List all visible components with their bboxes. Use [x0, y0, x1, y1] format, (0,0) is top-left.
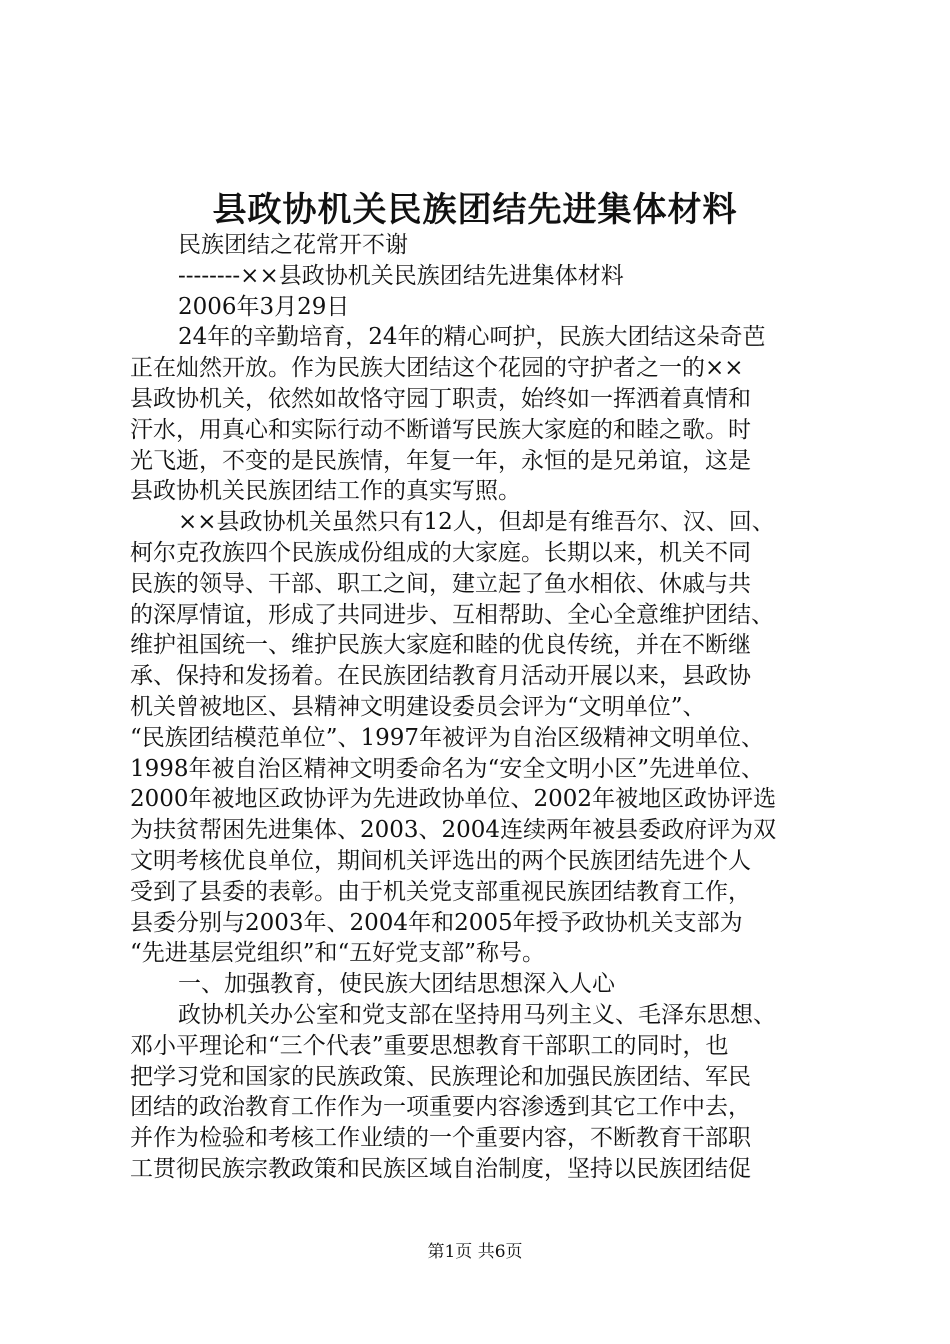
page-footer: 第1页 共6页 — [427, 1242, 523, 1262]
document-title: 县政协机关民族团结先进集体材料 — [212, 190, 738, 230]
text-line: 县委分别与2003年、2004年和2005年授予政协机关支部为 — [130, 909, 743, 936]
text-line: 光飞逝，不变的是民族情，年复一年，永恒的是兄弟谊，这是 — [130, 447, 751, 474]
text-line: ××县政协机关虽然只有12人，但却是有维吾尔、汉、回、 — [178, 509, 775, 536]
text-line: 柯尔克孜族四个民族成份组成的大家庭。长期以来，机关不同 — [130, 539, 751, 566]
text-line: 受到了县委的表彰。由于机关党支部重视民族团结教育工作， — [130, 878, 751, 905]
text-line: 2006年3月29日 — [178, 293, 350, 320]
text-line: “民族团结模范单位”、1997年被评为自治区级精神文明单位、 — [130, 724, 765, 751]
text-line: 维护祖国统一、维护民族大家庭和睦的优良传统，并在不断继 — [130, 632, 751, 659]
text-line: 机关曾被地区、县精神文明建设委员会评为“文明单位”、 — [130, 693, 706, 720]
document-body — [130, 230, 830, 1185]
text-line: 承、保持和发扬着。在民族团结教育月活动开展以来，县政协 — [130, 663, 751, 690]
text-line: 邓小平理论和“三个代表”重要思想教育干部职工的同时，也 — [130, 1032, 729, 1059]
text-line: 并作为检验和考核工作业绩的一个重要内容，不断教育干部职 — [130, 1125, 751, 1152]
text-line: 民族团结之花常开不谢 — [178, 232, 408, 258]
text-line: 县政协机关民族团结工作的真实写照。 — [130, 478, 521, 505]
text-line: 正在灿然开放。作为民族大团结这个花园的守护者之一的×× — [130, 355, 744, 382]
text-line: 24年的辛勤培育，24年的精心呵护，民族大团结这朵奇芭 — [178, 324, 766, 351]
text-line: 团结的政治教育工作作为一项重要内容渗透到其它工作中去， — [130, 1094, 751, 1121]
text-line: 汗水，用真心和实际行动不断谱写民族大家庭的和睦之歌。时 — [130, 416, 751, 443]
text-line: 1998年被自治区精神文明委命名为“安全文明小区”先进单位、 — [130, 755, 765, 782]
text-line: 政协机关办公室和党支部在坚持用马列主义、毛泽东思想、 — [178, 1001, 776, 1028]
text-line: 的深厚情谊，形成了共同进步、互相帮助、全心全意维护团结、 — [130, 601, 774, 628]
text-line: 县政协机关，依然如故恪守园丁职责，始终如一挥洒着真情和 — [130, 385, 751, 412]
text-line: “先进基层党组织”和“五好党支部”称号。 — [130, 940, 546, 967]
text-line: 2000年被地区政协评为先进政协单位、2002年被地区政协评选 — [130, 786, 777, 813]
text-line: --------××县政协机关民族团结先进集体材料 — [178, 262, 624, 289]
text-line: 一、加强教育，使民族大团结思想深入人心 — [178, 971, 615, 998]
text-line: 为扶贫帮困先进集体、2003、2004连续两年被县委政府评为双 — [130, 817, 777, 844]
text-line: 民族的领导、干部、职工之间，建立起了鱼水相依、休戚与共 — [130, 570, 751, 597]
text-line: 工贯彻民族宗教政策和民族区域自治制度，坚持以民族团结促 — [130, 1155, 751, 1182]
text-line: 文明考核优良单位，期间机关评选出的两个民族团结先进个人 — [130, 847, 751, 874]
text-line: 把学习党和国家的民族政策、民族理论和加强民族团结、军民 — [130, 1063, 751, 1090]
